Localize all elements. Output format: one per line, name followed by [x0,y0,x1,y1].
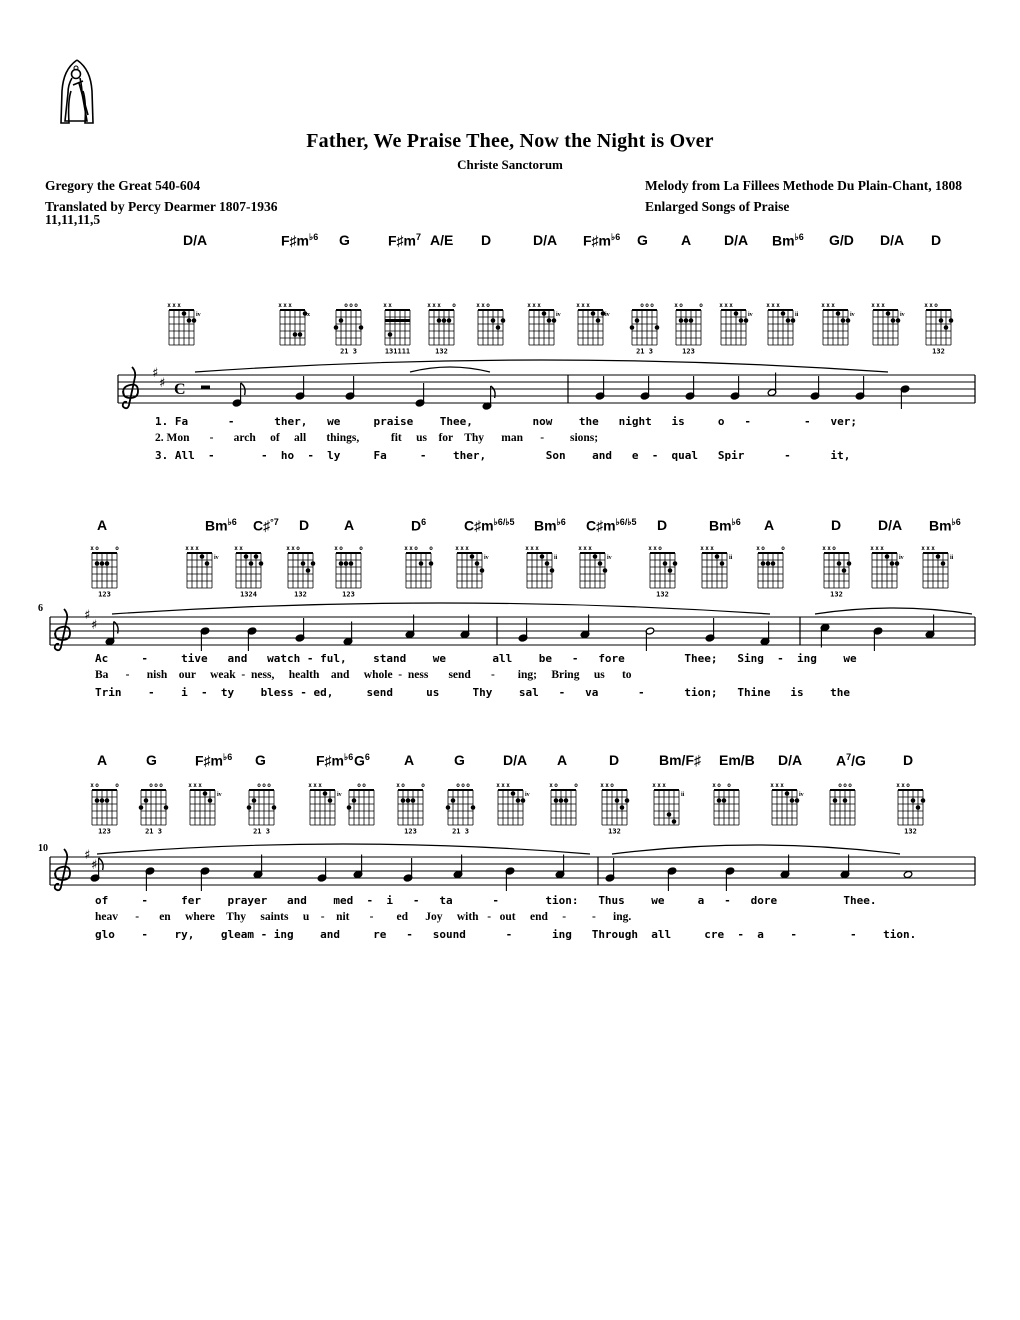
svg-text:x: x [822,545,826,552]
svg-text:o: o [344,302,348,309]
music-staff [0,587,1020,659]
chord-label: D [299,517,310,533]
svg-text:o: o [727,782,731,789]
svg-text:x: x [404,545,408,552]
svg-text:o: o [456,782,460,789]
chord-label: $F♯m^{♭6}$ [195,752,233,769]
svg-text:1324: 1324 [240,590,257,599]
svg-text:x: x [291,545,295,552]
svg-text:o: o [699,302,703,309]
svg-text:x: x [775,782,779,789]
svg-text:o: o [848,782,852,789]
svg-text:♯: ♯ [91,618,98,633]
svg-text:x: x [926,545,930,552]
lyric-line: Ac - tive and watch - ful, stand we all be - fore Thee; Sing - ing we [95,652,857,665]
chord-label: $Bm^{♭6}$ [534,517,566,534]
page-subtitle: Christe Sanctorum [457,157,563,172]
svg-text:x: x [432,302,436,309]
svg-text:x: x [318,782,322,789]
svg-text:21 3: 21 3 [340,347,357,356]
svg-text:x: x [313,782,317,789]
svg-text:iv: iv [484,555,489,561]
svg-text:♯: ♯ [159,376,166,391]
chord-label: D/A [724,232,749,248]
svg-text:x: x [871,302,875,309]
slur [815,608,972,614]
svg-text:o: o [717,782,721,789]
svg-text:o: o [554,782,558,789]
svg-text:o: o [115,545,119,552]
svg-text:x: x [501,782,505,789]
svg-text:x: x [586,302,590,309]
svg-text:o: o [296,545,300,552]
svg-text:x: x [476,302,480,309]
svg-text:x: x [771,302,775,309]
svg-text:iv: iv [899,555,904,561]
svg-text:132: 132 [830,590,843,599]
chord-label: D [931,232,942,248]
svg-text:o: o [486,302,490,309]
chord-label: $Bm^{♭6}$ [709,517,741,534]
svg-text:x: x [307,312,310,318]
svg-text:o: o [401,782,405,789]
svg-text:iv: iv [196,312,201,318]
svg-text:x: x [766,302,770,309]
svg-text:o: o [267,782,271,789]
svg-text:x: x [756,545,760,552]
measure-number: 6 [38,603,43,614]
chord-label: G/D [829,232,854,248]
svg-text:x: x [831,302,835,309]
chord-label: A [681,232,692,248]
svg-text:x: x [729,302,733,309]
svg-text:132: 132 [932,347,945,356]
svg-text:x: x [776,302,780,309]
svg-text:x: x [496,782,500,789]
svg-text:x: x [662,782,666,789]
svg-text:x: x [234,545,238,552]
svg-text:ii: ii [729,555,733,561]
svg-text:x: x [460,545,464,552]
svg-text:o: o [154,782,158,789]
slur [97,844,590,854]
lyric-line: glo - ry, gleam - ing and re - sound - ing Through all cre - a - - tion. [95,928,917,941]
svg-text:x: x [239,545,243,552]
svg-text:x: x [437,302,441,309]
lyric-line: 1. Fa - ther, we praise Thee, now the night is o - - ver; [155,415,857,428]
translator-line: Translated by Percy Dearmer 1807-1936 [45,199,278,214]
chord-label: G [146,752,157,768]
svg-text:o: o [414,545,418,552]
chord-label: $F♯m^{♭6}$ [281,232,319,249]
chord-label: G [255,752,266,768]
chord-label: Em/B [719,752,755,768]
svg-text:x: x [90,545,94,552]
svg-text:x: x [481,302,485,309]
svg-text:x: x [821,302,825,309]
chord-label: $F♯m^{♭6}$ [316,752,354,769]
chord-label: D/A [880,232,905,248]
chord-label: A [557,752,568,768]
chord-label: A [97,517,108,533]
svg-text:132: 132 [435,347,448,356]
chord-label: D/A [533,232,558,248]
svg-text:x: x [283,302,287,309]
svg-text:123: 123 [404,827,417,836]
chord-label: C♯$^{^\circ 7}$ [253,517,279,534]
chord-label: Bm/F♯ [659,752,701,768]
svg-text:x: x [581,302,585,309]
svg-text:x: x [185,545,189,552]
svg-text:ii: ii [681,792,685,798]
treble-clef-icon [123,367,138,408]
svg-text:ii: ii [950,555,954,561]
chord-label: D/A [183,232,208,248]
svg-text:o: o [843,782,847,789]
svg-text:x: x [288,302,292,309]
svg-text:x: x [896,782,900,789]
svg-text:123: 123 [342,590,355,599]
note [903,871,912,879]
chord-label: $Bm^{♭6}$ [205,517,237,534]
lyric-line: 2. Mon - arch of all things, fit us for Thy man - sions; [155,432,599,444]
svg-text:iv: iv [525,792,530,798]
chord-label: $D^6$ [411,517,427,534]
svg-text:x: x [193,782,197,789]
chord-label: A [97,752,108,768]
svg-text:x: x [880,545,884,552]
chord-label: G [454,752,465,768]
svg-text:x: x [719,302,723,309]
svg-text:x: x [648,545,652,552]
chord-label: $Bm^{♭6}$ [929,517,961,534]
svg-text:x: x [190,545,194,552]
svg-text:123: 123 [682,347,695,356]
svg-text:iv: iv [217,792,222,798]
chord-label: A [404,752,415,768]
svg-text:x: x [278,302,282,309]
svg-text:21 3: 21 3 [253,827,270,836]
svg-text:x: x [780,782,784,789]
svg-text:x: x [465,545,469,552]
svg-text:ii: ii [554,555,558,561]
chord-label: D [609,752,620,768]
svg-text:21 3: 21 3 [452,827,469,836]
svg-text:o: o [159,782,163,789]
chord-label: $C♯m^{♭6/♭5}$ [464,517,515,534]
svg-text:x: x [549,782,553,789]
melody-source-line: Melody from La Fillees Methode Du Plain-Chant, 1808 [645,178,962,193]
svg-text:x: x [90,782,94,789]
svg-text:x: x [383,302,387,309]
chord-label: D/A [878,517,903,533]
chord-label: $G^6$ [354,752,370,769]
svg-text:x: x [870,545,874,552]
svg-text:x: x [455,545,459,552]
svg-text:x: x [537,302,541,309]
slur [612,845,900,854]
svg-text:x: x [286,545,290,552]
svg-text:o: o [645,302,649,309]
svg-text:x: x [724,302,728,309]
svg-text:132: 132 [656,590,669,599]
chord-label: A [344,517,355,533]
chord-label: D [657,517,668,533]
svg-text:o: o [832,545,836,552]
chord-label: $F♯m^{♭6}$ [583,232,621,249]
svg-text:x: x [876,302,880,309]
svg-text:x: x [535,545,539,552]
songbook-line: Enlarged Songs of Praise [645,199,790,214]
music-staff [0,827,1020,899]
slur [195,360,888,372]
lyric-line: 3. All - - ho - ly Fa - ther, Son and e - qual Spir - it, [155,449,851,462]
svg-text:ii: ii [795,312,799,318]
treble-clef-icon [55,849,70,890]
chord-label: D [831,517,842,533]
svg-text:x: x [578,545,582,552]
meter-line: 11,11,11,5 [45,212,101,227]
svg-text:x: x [605,782,609,789]
svg-text:132: 132 [904,827,917,836]
svg-text:x: x [652,782,656,789]
svg-text:x: x [198,782,202,789]
svg-text:o: o [838,782,842,789]
svg-text:x: x [770,782,774,789]
svg-text:iv: iv [556,312,561,318]
svg-text:o: o [257,782,261,789]
treble-clef-icon [55,609,70,650]
svg-text:o: o [466,782,470,789]
svg-text:123: 123 [98,827,111,836]
music-staff [0,345,1020,417]
svg-text:o: o [906,782,910,789]
svg-text:o: o [359,545,363,552]
chord-label: D [903,752,914,768]
svg-text:o: o [761,545,765,552]
chord-label: $F♯m^7$ [388,232,422,249]
svg-text:x: x [527,302,531,309]
svg-text:x: x [657,782,661,789]
svg-text:x: x [600,782,604,789]
svg-text:iv: iv [605,312,610,318]
lyric-line: Trin - i - ty bless - ed, send us Thy sal - va - tion; Thine is the [95,686,850,699]
lyric-line: of - fer prayer and med - i - ta - tion: Thus we a - dore Thee. [95,894,877,907]
svg-text:o: o [362,782,366,789]
svg-text:o: o [452,302,456,309]
svg-text:o: o [421,782,425,789]
svg-text:x: x [427,302,431,309]
svg-text:x: x [409,545,413,552]
svg-text:o: o [357,782,361,789]
svg-text:o: o [658,545,662,552]
svg-text:o: o [262,782,266,789]
svg-text:x: x [188,782,192,789]
slur [410,367,490,372]
svg-text:♯: ♯ [91,858,98,873]
svg-text:x: x [388,302,392,309]
svg-text:x: x [653,545,657,552]
svg-text:iv: iv [607,555,612,561]
lyric-line: heav - en where Thy saints u - nit - ed Joy with - out end - - ing. [95,911,632,923]
svg-text:o: o [429,545,433,552]
slur [112,603,770,614]
svg-text:o: o [339,545,343,552]
chord-label: $C♯m^{♭6/♭5}$ [586,517,637,534]
svg-text:iv: iv [748,312,753,318]
svg-text:x: x [583,545,587,552]
page-title: Father, We Praise Thee, Now the Night is Over [306,130,714,152]
svg-text:o: o [461,782,465,789]
svg-text:iv: iv [214,555,219,561]
svg-text:o: o [95,782,99,789]
svg-text:x: x [924,302,928,309]
svg-text:o: o [934,302,938,309]
svg-text:21 3: 21 3 [636,347,653,356]
chord-label: D [481,232,492,248]
chord-label: G [339,232,350,248]
svg-text:♯: ♯ [84,608,91,623]
svg-text:x: x [881,302,885,309]
svg-text:iv: iv [900,312,905,318]
measure-number: 10 [38,843,48,854]
svg-text:o: o [149,782,153,789]
svg-text:x: x [588,545,592,552]
svg-text:x: x [172,302,176,309]
svg-text:123: 123 [98,590,111,599]
svg-text:iv: iv [799,792,804,798]
svg-text:o: o [95,545,99,552]
chord-label: A [764,517,775,533]
svg-text:o: o [574,782,578,789]
svg-text:x: x [712,782,716,789]
svg-text:x: x [700,545,704,552]
svg-text:o: o [349,302,353,309]
svg-text:131111: 131111 [384,347,411,356]
svg-text:o: o [354,302,358,309]
svg-text:x: x [826,302,830,309]
author-line: Gregory the Great 540-604 [45,178,201,193]
svg-text:132: 132 [294,590,307,599]
lyric-line: Ba - nish our weak - ness, health and whole - ness send - ing; Bring us to [95,669,632,681]
svg-text:x: x [334,545,338,552]
svg-text:♯: ♯ [152,366,159,381]
svg-text:o: o [650,302,654,309]
chord-label: G [637,232,648,248]
chord-label: D/A [503,752,528,768]
svg-text:o: o [115,782,119,789]
svg-text:o: o [679,302,683,309]
svg-text:x: x [929,302,933,309]
svg-text:x: x [177,302,181,309]
svg-text:x: x [674,302,678,309]
svg-text:x: x [396,782,400,789]
svg-text:x: x [525,545,529,552]
svg-text:x: x [308,782,312,789]
svg-text:o: o [781,545,785,552]
svg-text:C: C [174,381,186,398]
svg-text:iv: iv [850,312,855,318]
svg-text:x: x [576,302,580,309]
chord-label: D/A [778,752,803,768]
chord-label: $A^7/G$ [836,752,866,769]
svg-text:x: x [530,545,534,552]
svg-text:♯: ♯ [84,848,91,863]
svg-text:x: x [195,545,199,552]
svg-text:x: x [827,545,831,552]
svg-text:132: 132 [608,827,621,836]
svg-text:x: x [506,782,510,789]
svg-text:x: x [901,782,905,789]
svg-text:o: o [610,782,614,789]
angel-icon [55,57,99,127]
svg-text:x: x [532,302,536,309]
svg-text:x: x [931,545,935,552]
svg-text:o: o [640,302,644,309]
svg-text:x: x [167,302,171,309]
chord-label: $Bm^{♭6}$ [772,232,804,249]
svg-text:iv: iv [337,792,342,798]
svg-text:x: x [710,545,714,552]
svg-text:x: x [875,545,879,552]
chord-label: A/E [430,232,454,248]
svg-text:x: x [921,545,925,552]
svg-text:x: x [705,545,709,552]
svg-text:21 3: 21 3 [145,827,162,836]
